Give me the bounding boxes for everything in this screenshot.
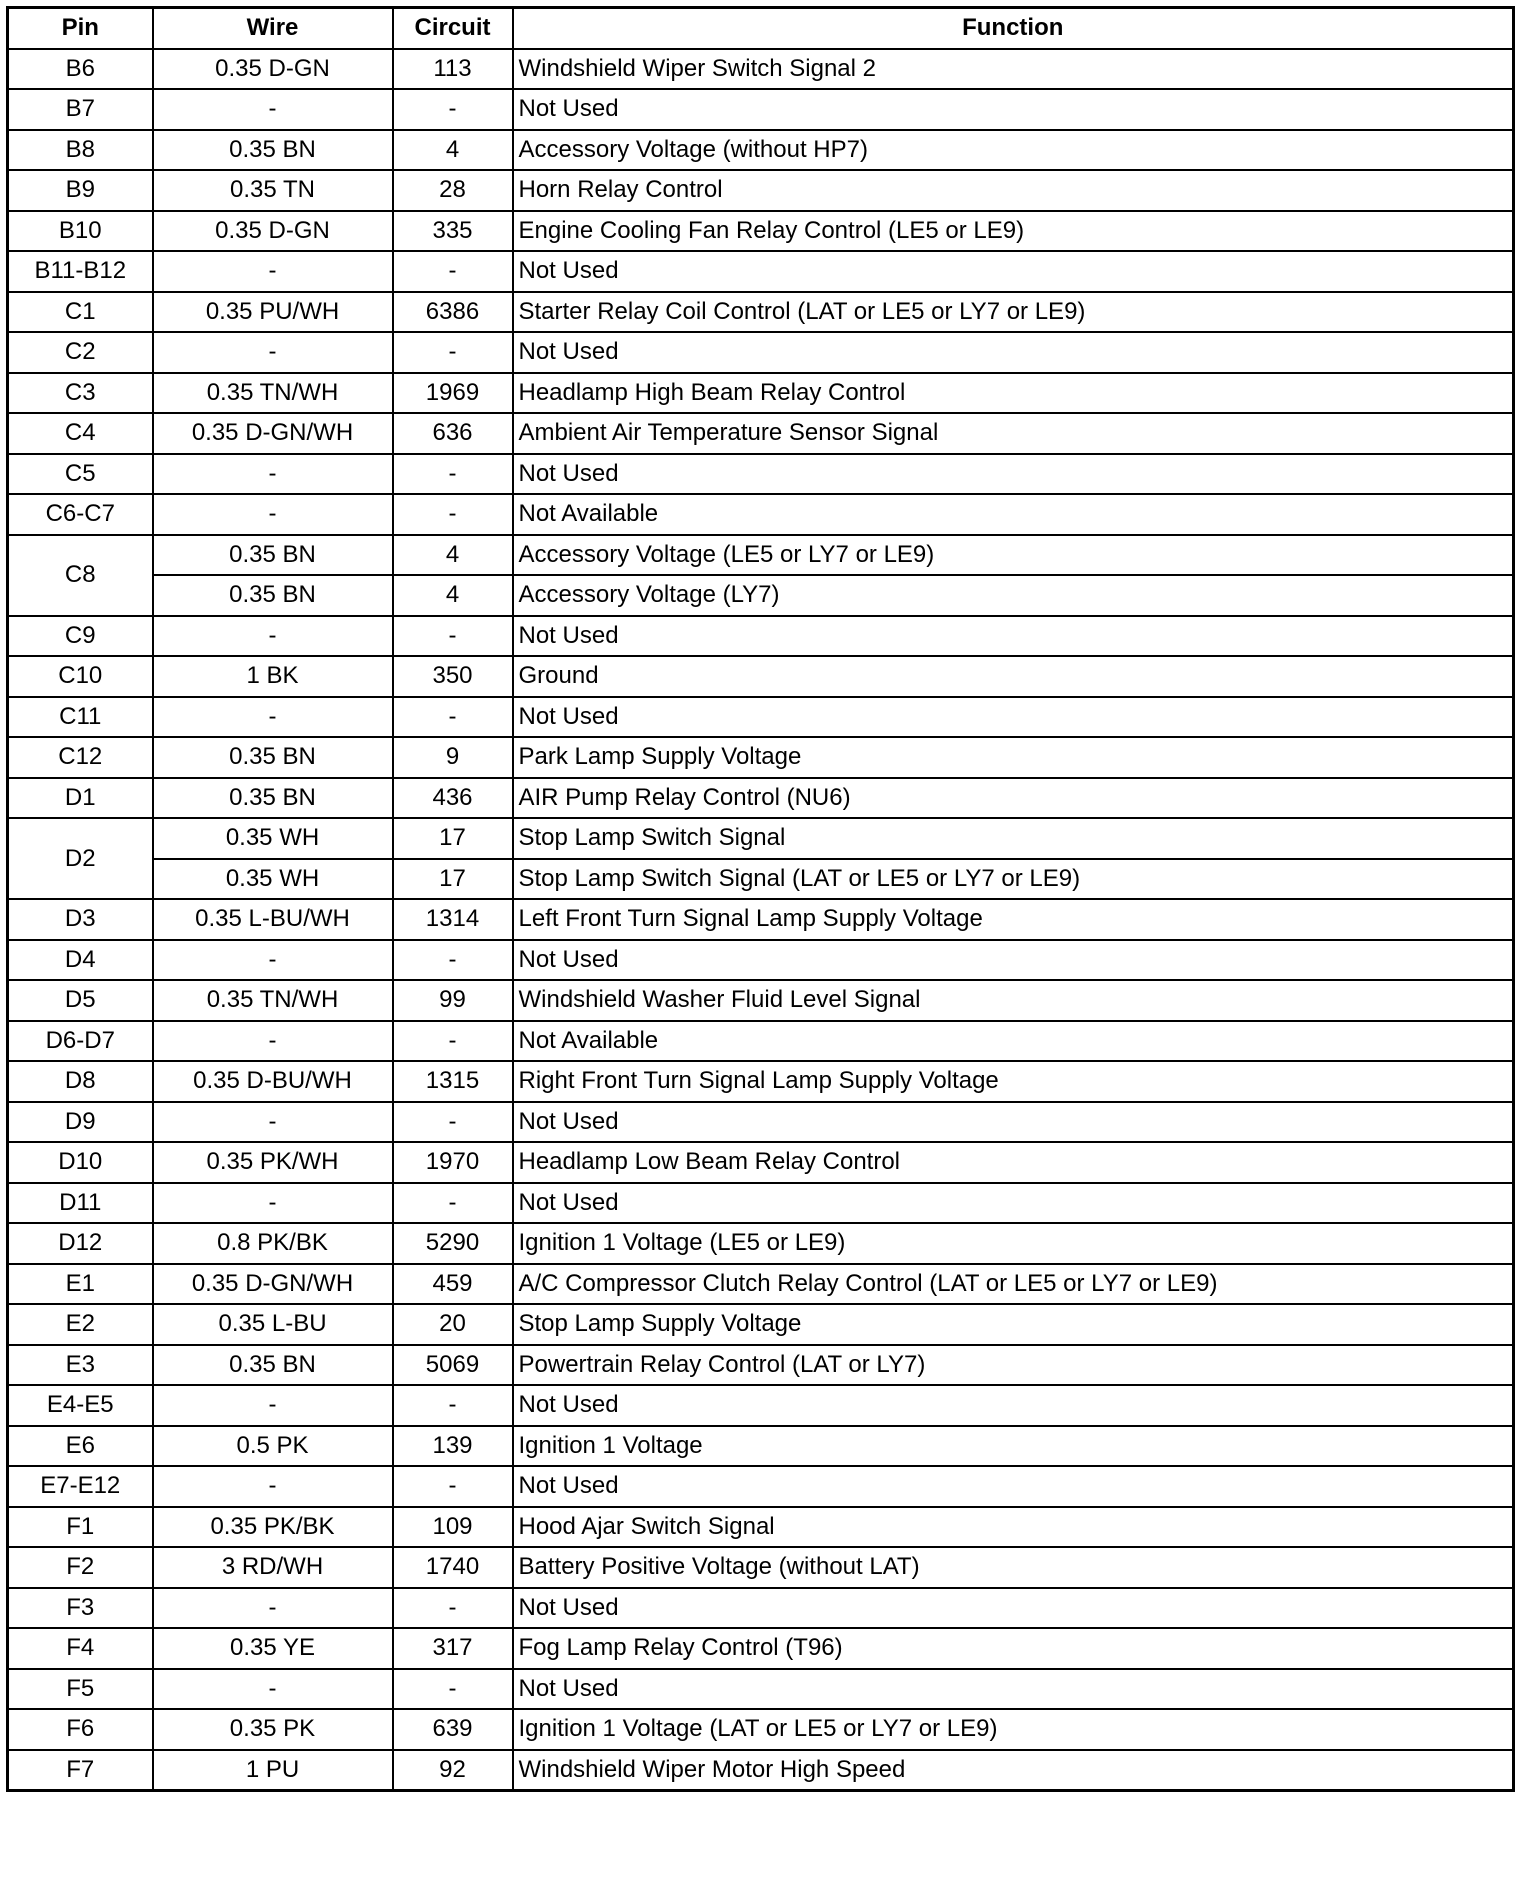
pin-cell: C1 <box>8 292 153 333</box>
circuit-cell: 1970 <box>393 1142 513 1183</box>
wire-cell: 0.35 BN <box>153 778 393 819</box>
pin-cell: E2 <box>8 1304 153 1345</box>
table-row <box>8 616 1514 657</box>
circuit-cell: 436 <box>393 778 513 819</box>
pin-cell: D12 <box>8 1223 153 1264</box>
circuit-cell: - <box>393 1385 513 1426</box>
function-cell: Not Used <box>513 697 1514 738</box>
wire-cell: 0.35 PK/BK <box>153 1507 393 1548</box>
function-cell: Ambient Air Temperature Sensor Signal <box>513 413 1514 454</box>
wire-cell: 0.35 TN <box>153 170 393 211</box>
wire-cell: 0.8 PK/BK <box>153 1223 393 1264</box>
pin-cell: C4 <box>8 413 153 454</box>
table-row <box>8 292 1514 333</box>
function-cell: Windshield Washer Fluid Level Signal <box>513 980 1514 1021</box>
table-row <box>8 656 1514 697</box>
wire-cell: 0.35 PU/WH <box>153 292 393 333</box>
circuit-cell: 350 <box>393 656 513 697</box>
circuit-cell: 99 <box>393 980 513 1021</box>
function-cell: Not Used <box>513 1385 1514 1426</box>
circuit-cell: 4 <box>393 575 513 616</box>
wire-cell: 1 PU <box>153 1750 393 1791</box>
pin-cell: C6-C7 <box>8 494 153 535</box>
pin-cell: D1 <box>8 778 153 819</box>
wire-cell: - <box>153 940 393 981</box>
function-cell: Not Used <box>513 1102 1514 1143</box>
function-cell: Not Used <box>513 940 1514 981</box>
wire-cell: 0.35 YE <box>153 1628 393 1669</box>
header-circuit: Circuit <box>393 8 513 49</box>
pin-cell: C5 <box>8 454 153 495</box>
pin-cell: F1 <box>8 1507 153 1548</box>
circuit-cell: - <box>393 1021 513 1062</box>
wire-cell: - <box>153 697 393 738</box>
function-cell: Windshield Wiper Motor High Speed <box>513 1750 1514 1791</box>
function-cell: Ignition 1 Voltage (LE5 or LE9) <box>513 1223 1514 1264</box>
table-row <box>8 494 1514 535</box>
function-cell: Engine Cooling Fan Relay Control (LE5 or LE9) <box>513 211 1514 252</box>
circuit-cell: - <box>393 697 513 738</box>
table-row <box>8 980 1514 1021</box>
table-row <box>8 413 1514 454</box>
wire-cell: - <box>153 1466 393 1507</box>
pin-cell: B8 <box>8 130 153 171</box>
wire-cell: 0.35 BN <box>153 1345 393 1386</box>
function-cell: Accessory Voltage (LE5 or LY7 or LE9) <box>513 535 1514 576</box>
circuit-cell: 1969 <box>393 373 513 414</box>
pin-cell: E6 <box>8 1426 153 1467</box>
header-wire: Wire <box>153 8 393 49</box>
function-cell: A/C Compressor Clutch Relay Control (LAT or LE5 or LY7 or LE9) <box>513 1264 1514 1305</box>
table-row <box>8 1750 1514 1791</box>
function-cell: Hood Ajar Switch Signal <box>513 1507 1514 1548</box>
function-cell: Not Available <box>513 1021 1514 1062</box>
pin-cell: E3 <box>8 1345 153 1386</box>
function-cell: Starter Relay Coil Control (LAT or LE5 or LY7 or LE9) <box>513 292 1514 333</box>
circuit-cell: - <box>393 454 513 495</box>
pin-cell: F2 <box>8 1547 153 1588</box>
wire-cell: - <box>153 89 393 130</box>
table-header-row <box>8 8 1514 49</box>
circuit-cell: 109 <box>393 1507 513 1548</box>
header-pin: Pin <box>8 8 153 49</box>
wire-cell: 0.5 PK <box>153 1426 393 1467</box>
circuit-cell: 1315 <box>393 1061 513 1102</box>
wire-cell: 0.35 BN <box>153 535 393 576</box>
wire-cell: 0.35 BN <box>153 575 393 616</box>
table-row <box>8 1183 1514 1224</box>
wire-cell: 0.35 D-BU/WH <box>153 1061 393 1102</box>
wire-cell: - <box>153 494 393 535</box>
function-cell: Left Front Turn Signal Lamp Supply Voltage <box>513 899 1514 940</box>
pin-cell: B11-B12 <box>8 251 153 292</box>
function-cell: Horn Relay Control <box>513 170 1514 211</box>
pin-cell: B10 <box>8 211 153 252</box>
circuit-cell: - <box>393 494 513 535</box>
circuit-cell: 17 <box>393 859 513 900</box>
pin-cell: D3 <box>8 899 153 940</box>
table-row <box>8 454 1514 495</box>
circuit-cell: 113 <box>393 49 513 90</box>
pin-cell: C9 <box>8 616 153 657</box>
table-row <box>8 1061 1514 1102</box>
table-row <box>8 332 1514 373</box>
pin-cell: F5 <box>8 1669 153 1710</box>
pin-cell: F4 <box>8 1628 153 1669</box>
circuit-cell: 317 <box>393 1628 513 1669</box>
table-row <box>8 1588 1514 1629</box>
circuit-cell: 1740 <box>393 1547 513 1588</box>
pin-cell: D2 <box>8 818 153 899</box>
wire-cell: - <box>153 332 393 373</box>
table-row <box>8 859 1514 900</box>
table-row <box>8 373 1514 414</box>
circuit-cell: 5290 <box>393 1223 513 1264</box>
function-cell: Powertrain Relay Control (LAT or LY7) <box>513 1345 1514 1386</box>
pin-cell: E4-E5 <box>8 1385 153 1426</box>
wire-cell: 3 RD/WH <box>153 1547 393 1588</box>
table-body <box>8 49 1514 1791</box>
pin-cell: C10 <box>8 656 153 697</box>
wire-cell: 0.35 D-GN/WH <box>153 413 393 454</box>
function-cell: Stop Lamp Switch Signal <box>513 818 1514 859</box>
pin-cell: E7-E12 <box>8 1466 153 1507</box>
circuit-cell: 4 <box>393 130 513 171</box>
table-row <box>8 130 1514 171</box>
circuit-cell: 335 <box>393 211 513 252</box>
wire-cell: - <box>153 1588 393 1629</box>
wire-cell: - <box>153 454 393 495</box>
table-row <box>8 1426 1514 1467</box>
wire-cell: 0.35 D-GN/WH <box>153 1264 393 1305</box>
function-cell: Stop Lamp Supply Voltage <box>513 1304 1514 1345</box>
function-cell: Headlamp High Beam Relay Control <box>513 373 1514 414</box>
function-cell: Ground <box>513 656 1514 697</box>
function-cell: Accessory Voltage (LY7) <box>513 575 1514 616</box>
circuit-cell: 139 <box>393 1426 513 1467</box>
circuit-cell: 1314 <box>393 899 513 940</box>
table-row <box>8 737 1514 778</box>
wire-cell: - <box>153 251 393 292</box>
table-row <box>8 1466 1514 1507</box>
table-row <box>8 818 1514 859</box>
wire-cell: 0.35 TN/WH <box>153 980 393 1021</box>
pin-cell: D8 <box>8 1061 153 1102</box>
circuit-cell: - <box>393 1669 513 1710</box>
wire-cell: - <box>153 1669 393 1710</box>
circuit-cell: 5069 <box>393 1345 513 1386</box>
table-row <box>8 899 1514 940</box>
function-cell: Not Used <box>513 1588 1514 1629</box>
pin-cell: C2 <box>8 332 153 373</box>
connector-pinout-table <box>6 6 1515 1792</box>
pin-cell: D11 <box>8 1183 153 1224</box>
function-cell: Right Front Turn Signal Lamp Supply Voltage <box>513 1061 1514 1102</box>
circuit-cell: - <box>393 1102 513 1143</box>
table-row <box>8 697 1514 738</box>
function-cell: Not Used <box>513 616 1514 657</box>
table-row <box>8 1345 1514 1386</box>
circuit-cell: - <box>393 1588 513 1629</box>
function-cell: Headlamp Low Beam Relay Control <box>513 1142 1514 1183</box>
pin-cell: D5 <box>8 980 153 1021</box>
circuit-cell: 28 <box>393 170 513 211</box>
table-row <box>8 170 1514 211</box>
table-row <box>8 1102 1514 1143</box>
table-row <box>8 940 1514 981</box>
function-cell: Ignition 1 Voltage (LAT or LE5 or LY7 or LE9) <box>513 1709 1514 1750</box>
wire-cell: - <box>153 1183 393 1224</box>
wire-cell: 0.35 WH <box>153 859 393 900</box>
function-cell: Not Available <box>513 494 1514 535</box>
pin-cell: D6-D7 <box>8 1021 153 1062</box>
function-cell: Not Used <box>513 251 1514 292</box>
wire-cell: 0.35 PK <box>153 1709 393 1750</box>
circuit-cell: - <box>393 940 513 981</box>
wire-cell: - <box>153 1102 393 1143</box>
wire-cell: 0.35 L-BU/WH <box>153 899 393 940</box>
pin-cell: F6 <box>8 1709 153 1750</box>
function-cell: Not Used <box>513 1466 1514 1507</box>
table-row <box>8 1385 1514 1426</box>
table-row <box>8 1304 1514 1345</box>
table-row <box>8 1223 1514 1264</box>
wire-cell: - <box>153 1021 393 1062</box>
circuit-cell: 636 <box>393 413 513 454</box>
pin-cell: C11 <box>8 697 153 738</box>
circuit-cell: 9 <box>393 737 513 778</box>
table-row <box>8 778 1514 819</box>
circuit-cell: - <box>393 251 513 292</box>
function-cell: Not Used <box>513 1669 1514 1710</box>
header-function: Function <box>513 8 1514 49</box>
wire-cell: 0.35 PK/WH <box>153 1142 393 1183</box>
function-cell: Not Used <box>513 454 1514 495</box>
circuit-cell: 17 <box>393 818 513 859</box>
function-cell: Ignition 1 Voltage <box>513 1426 1514 1467</box>
wire-cell: 0.35 TN/WH <box>153 373 393 414</box>
wire-cell: 0.35 D-GN <box>153 49 393 90</box>
function-cell: Battery Positive Voltage (without LAT) <box>513 1547 1514 1588</box>
pin-cell: E1 <box>8 1264 153 1305</box>
wire-cell: 0.35 L-BU <box>153 1304 393 1345</box>
pin-cell: D9 <box>8 1102 153 1143</box>
pin-cell: C8 <box>8 535 153 616</box>
table-row <box>8 1709 1514 1750</box>
table-row <box>8 1628 1514 1669</box>
pin-cell: C12 <box>8 737 153 778</box>
table-row <box>8 1021 1514 1062</box>
circuit-cell: - <box>393 1466 513 1507</box>
pin-cell: D10 <box>8 1142 153 1183</box>
circuit-cell: 6386 <box>393 292 513 333</box>
function-cell: Windshield Wiper Switch Signal 2 <box>513 49 1514 90</box>
circuit-cell: 639 <box>393 1709 513 1750</box>
circuit-cell: 20 <box>393 1304 513 1345</box>
table-row <box>8 1547 1514 1588</box>
table-row <box>8 535 1514 576</box>
table-row <box>8 211 1514 252</box>
circuit-cell: 92 <box>393 1750 513 1791</box>
circuit-cell: 459 <box>393 1264 513 1305</box>
function-cell: Not Used <box>513 89 1514 130</box>
wire-cell: 0.35 BN <box>153 737 393 778</box>
wire-cell: 0.35 D-GN <box>153 211 393 252</box>
pin-cell: F3 <box>8 1588 153 1629</box>
pin-cell: B7 <box>8 89 153 130</box>
pin-cell: F7 <box>8 1750 153 1791</box>
wire-cell: - <box>153 1385 393 1426</box>
table-row <box>8 251 1514 292</box>
function-cell: Stop Lamp Switch Signal (LAT or LE5 or LY7 or LE9) <box>513 859 1514 900</box>
table-row <box>8 1507 1514 1548</box>
pin-cell: B6 <box>8 49 153 90</box>
wire-cell: 0.35 BN <box>153 130 393 171</box>
table-row <box>8 49 1514 90</box>
wire-cell: 0.35 WH <box>153 818 393 859</box>
function-cell: AIR Pump Relay Control (NU6) <box>513 778 1514 819</box>
function-cell: Accessory Voltage (without HP7) <box>513 130 1514 171</box>
function-cell: Park Lamp Supply Voltage <box>513 737 1514 778</box>
table-row <box>8 89 1514 130</box>
table-row <box>8 575 1514 616</box>
function-cell: Fog Lamp Relay Control (T96) <box>513 1628 1514 1669</box>
circuit-cell: - <box>393 332 513 373</box>
table-row <box>8 1264 1514 1305</box>
pin-cell: D4 <box>8 940 153 981</box>
function-cell: Not Used <box>513 1183 1514 1224</box>
circuit-cell: - <box>393 89 513 130</box>
pin-cell: C3 <box>8 373 153 414</box>
table-row <box>8 1142 1514 1183</box>
wire-cell: - <box>153 616 393 657</box>
table-row <box>8 1669 1514 1710</box>
circuit-cell: - <box>393 1183 513 1224</box>
circuit-cell: 4 <box>393 535 513 576</box>
wire-cell: 1 BK <box>153 656 393 697</box>
function-cell: Not Used <box>513 332 1514 373</box>
circuit-cell: - <box>393 616 513 657</box>
pin-cell: B9 <box>8 170 153 211</box>
